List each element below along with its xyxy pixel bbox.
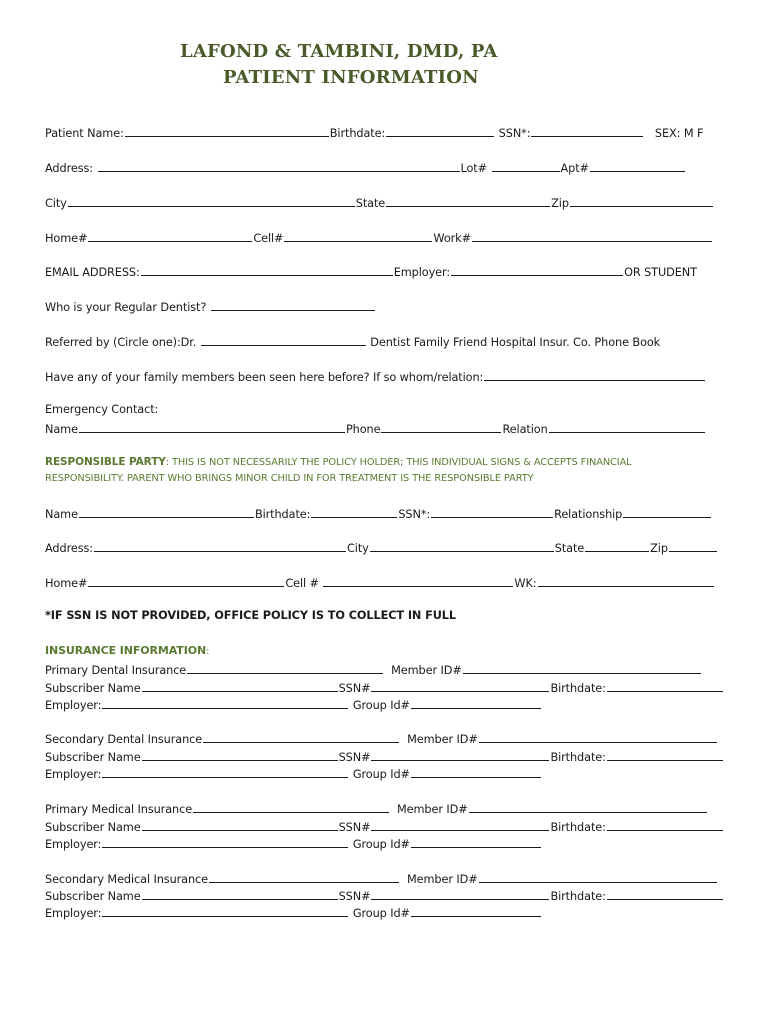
group-id-label: Group Id# — [352, 838, 410, 851]
responsible-birthdate-field[interactable] — [311, 506, 397, 518]
ssn-policy-notice: *IF SSN IS NOT PROVIDED, OFFICE POLICY IS TO COLLECT IN FULL — [45, 609, 457, 622]
cell-field[interactable] — [284, 230, 432, 242]
emergency-heading: Emergency Contact: — [45, 403, 159, 416]
group-id-field[interactable] — [411, 905, 541, 917]
subscriber-field[interactable] — [142, 749, 338, 761]
employer-field[interactable] — [451, 264, 623, 276]
employer-label: Employer: — [45, 838, 102, 851]
responsible-relationship-label: Relationship — [554, 508, 623, 521]
responsible-relationship-field[interactable] — [623, 506, 711, 518]
address-field[interactable] — [98, 160, 460, 172]
employer-row — [45, 697, 542, 713]
member-id-label: Member ID# — [397, 803, 468, 816]
family-row — [45, 369, 706, 385]
zip-field[interactable] — [570, 195, 713, 207]
insurance-row — [45, 662, 702, 678]
subscriber-ssn-label: SSN# — [338, 890, 371, 903]
responsible-cell-label: Cell # — [285, 577, 319, 590]
responsible-party-heading: RESPONSIBLE PARTY — [45, 456, 166, 468]
employer-label: Employer: — [45, 699, 102, 712]
state-field[interactable] — [386, 195, 550, 207]
employer-row — [45, 766, 542, 782]
responsible-address-row — [45, 540, 718, 556]
apt-field[interactable] — [590, 160, 685, 172]
responsible-address-label: Address: — [45, 542, 93, 555]
home-label: Home# — [45, 232, 88, 245]
responsible-ssn-field[interactable] — [431, 506, 553, 518]
state-label: State — [355, 197, 386, 210]
subscriber-row — [45, 819, 724, 835]
subscriber-ssn-field[interactable] — [371, 888, 549, 900]
emergency-relation-field[interactable] — [549, 421, 705, 433]
email-row — [45, 264, 697, 280]
responsible-cell-field[interactable] — [323, 575, 513, 587]
work-label: Work# — [433, 232, 471, 245]
phone-row — [45, 230, 713, 246]
insurance-heading-row — [45, 644, 209, 659]
subscriber-birthdate-label: Birthdate: — [550, 751, 606, 764]
employer-label: Employer: — [45, 768, 102, 781]
employer-field[interactable] — [102, 905, 348, 917]
member-id-field[interactable] — [479, 731, 717, 743]
responsible-name-field[interactable] — [79, 506, 254, 518]
regular-dentist-field[interactable] — [211, 299, 375, 311]
insurance-row — [45, 801, 708, 817]
subscriber-field[interactable] — [142, 888, 338, 900]
family-relation-field[interactable] — [484, 369, 705, 381]
subscriber-ssn-field[interactable] — [371, 749, 549, 761]
responsible-home-label: Home# — [45, 577, 88, 590]
sex-label[interactable]: SEX: M F — [654, 127, 704, 140]
insurance-row — [45, 731, 718, 747]
lot-label: Lot# — [460, 162, 488, 175]
subscriber-birthdate-label: Birthdate: — [550, 821, 606, 834]
insurance-field[interactable] — [209, 871, 399, 883]
responsible-city-field[interactable] — [370, 540, 554, 552]
group-id-label: Group Id# — [352, 699, 410, 712]
home-field[interactable] — [88, 230, 252, 242]
cell-label: Cell# — [253, 232, 284, 245]
subscriber-birthdate-field[interactable] — [607, 749, 723, 761]
birthdate-label: Birthdate: — [329, 127, 386, 140]
group-id-label: Group Id# — [352, 907, 410, 920]
group-id-field[interactable] — [411, 766, 541, 778]
subscriber-ssn-label: SSN# — [338, 821, 371, 834]
lot-field[interactable] — [492, 160, 560, 172]
member-id-label: Member ID# — [407, 873, 478, 886]
responsible-wk-field[interactable] — [538, 575, 714, 587]
responsible-state-label: State — [554, 542, 585, 555]
subscriber-birthdate-field[interactable] — [607, 888, 723, 900]
insurance-field[interactable] — [187, 662, 383, 674]
responsible-birthdate-label: Birthdate: — [254, 508, 311, 521]
member-id-field[interactable] — [479, 871, 717, 883]
member-id-field[interactable] — [463, 662, 701, 674]
responsible-address-field[interactable] — [94, 540, 346, 552]
emergency-phone-label: Phone — [345, 423, 381, 436]
referred-label: Referred by (Circle one):Dr. — [45, 336, 197, 349]
ssn-field[interactable] — [531, 125, 643, 137]
responsible-ssn-label: SSN*: — [398, 508, 431, 521]
emergency-name-label: Name — [45, 423, 78, 436]
insurance-label: Primary Medical Insurance — [45, 803, 193, 816]
member-id-field[interactable] — [469, 801, 707, 813]
responsible-party-note-1 — [45, 455, 632, 470]
responsible-party-note-2: RESPONSIBILITY. PARENT WHO BRINGS MINOR CHILD IN FOR TREATMENT IS THE RESPONSIBLE PARTY — [45, 473, 534, 484]
employer-field[interactable] — [102, 836, 348, 848]
emergency-relation-label: Relation — [502, 423, 548, 436]
employer-field[interactable] — [102, 766, 348, 778]
dentist-row — [45, 299, 376, 315]
group-id-label: Group Id# — [352, 768, 410, 781]
responsible-name-row — [45, 506, 712, 522]
referred-doctor-field[interactable] — [201, 334, 366, 346]
subscriber-ssn-label: SSN# — [338, 682, 371, 695]
subscriber-row — [45, 888, 724, 904]
zip-label: Zip — [551, 197, 569, 210]
subscriber-birthdate-label: Birthdate: — [550, 682, 606, 695]
responsible-wk-label: WK: — [514, 577, 537, 590]
responsible-zip-label: Zip — [650, 542, 668, 555]
family-question-label: Have any of your family members been seen here before? If so whom/relation: — [45, 371, 484, 384]
email-label: EMAIL ADDRESS: — [45, 266, 140, 279]
email-field[interactable] — [141, 264, 393, 276]
subscriber-ssn-field[interactable] — [371, 819, 549, 831]
subscriber-label: Subscriber Name — [45, 682, 141, 695]
insurance-label: Primary Dental Insurance — [45, 664, 187, 677]
address-row — [45, 160, 686, 176]
subscriber-row — [45, 680, 724, 696]
form-title: PATIENT INFORMATION — [223, 67, 479, 88]
referred-options[interactable]: Dentist Family Friend Hospital Insur. Co. Phone Book — [370, 336, 661, 349]
responsible-city-label: City — [347, 542, 369, 555]
subscriber-label: Subscriber Name — [45, 821, 141, 834]
insurance-row — [45, 871, 718, 887]
member-id-label: Member ID# — [391, 664, 462, 677]
employer-label: Employer: — [393, 266, 451, 279]
insurance-field[interactable] — [203, 731, 399, 743]
responsible-name-label: Name — [45, 508, 78, 521]
practice-name: LAFOND & TAMBINI, DMD, PA — [180, 41, 498, 62]
patient-name-row — [45, 125, 703, 141]
employer-row — [45, 905, 542, 921]
or-student-label: OR STUDENT — [624, 266, 697, 279]
responsible-home-field[interactable] — [88, 575, 284, 587]
work-field[interactable] — [472, 230, 712, 242]
responsible-zip-field[interactable] — [669, 540, 717, 552]
responsible-state-field[interactable] — [585, 540, 649, 552]
employer-field[interactable] — [102, 697, 348, 709]
referred-row — [45, 334, 660, 350]
group-id-field[interactable] — [411, 697, 541, 709]
subscriber-field[interactable] — [142, 680, 338, 692]
patient-name-label: Patient Name: — [45, 127, 124, 140]
insurance-label: Secondary Dental Insurance — [45, 733, 203, 746]
insurance-heading-colon: : — [206, 646, 210, 657]
emergency-name-field[interactable] — [79, 421, 345, 433]
subscriber-ssn-field[interactable] — [371, 680, 549, 692]
city-field[interactable] — [68, 195, 355, 207]
subscriber-birthdate-field[interactable] — [607, 680, 723, 692]
subscriber-ssn-label: SSN# — [338, 751, 371, 764]
subscriber-row — [45, 749, 724, 765]
member-id-label: Member ID# — [407, 733, 478, 746]
city-row — [45, 195, 714, 211]
apt-label: Apt# — [560, 162, 589, 175]
ssn-label: SSN*: — [498, 127, 531, 140]
insurance-heading: INSURANCE INFORMATION — [45, 644, 207, 657]
subscriber-label: Subscriber Name — [45, 890, 141, 903]
group-id-field[interactable] — [411, 836, 541, 848]
emergency-row — [45, 421, 706, 437]
regular-dentist-label: Who is your Regular Dentist? — [45, 301, 207, 314]
employer-label: Employer: — [45, 907, 102, 920]
subscriber-birthdate-field[interactable] — [607, 819, 723, 831]
responsible-phone-row — [45, 575, 715, 591]
insurance-field[interactable] — [193, 801, 389, 813]
responsible-party-note: : THIS IS NOT NECESSARILY THE POLICY HOLDER; THIS INDIVIDUAL SIGNS & ACCEPTS FINANCIAL — [165, 457, 632, 468]
subscriber-field[interactable] — [142, 819, 338, 831]
patient-name-field[interactable] — [125, 125, 329, 137]
insurance-label: Secondary Medical Insurance — [45, 873, 209, 886]
subscriber-birthdate-label: Birthdate: — [550, 890, 606, 903]
subscriber-label: Subscriber Name — [45, 751, 141, 764]
address-label: Address: — [45, 162, 93, 175]
employer-row — [45, 836, 542, 852]
birthdate-field[interactable] — [386, 125, 494, 137]
city-label: City — [45, 197, 67, 210]
emergency-phone-field[interactable] — [381, 421, 501, 433]
